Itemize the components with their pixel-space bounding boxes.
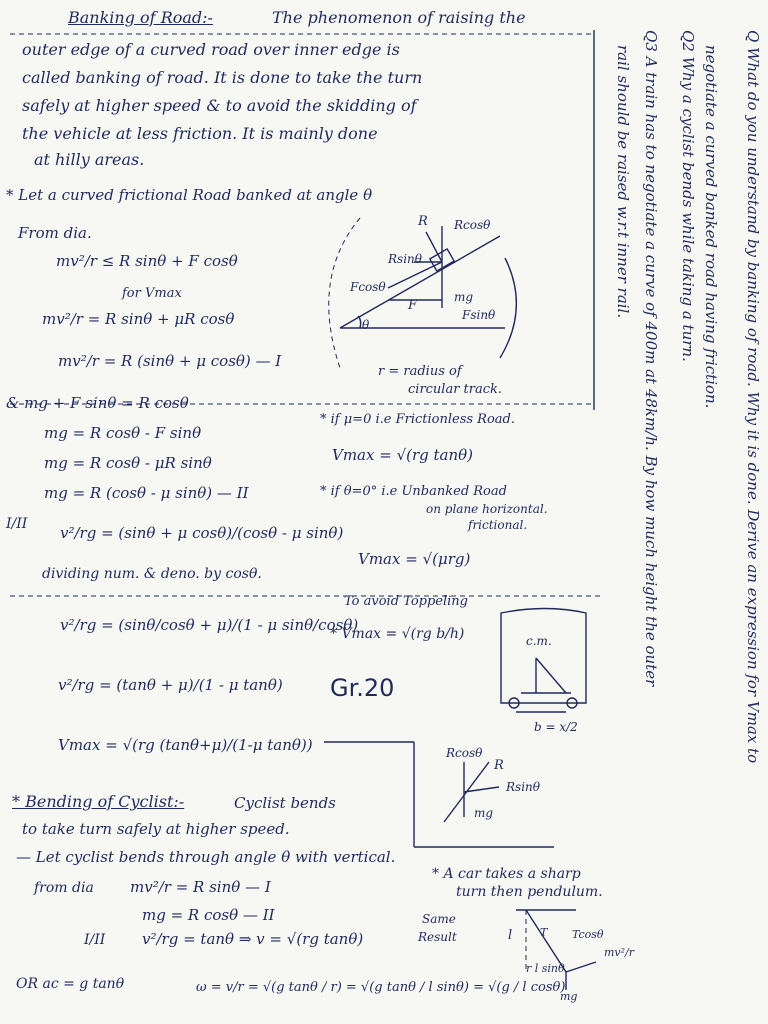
case-1-eq: Vmax = √(rg tanθ)	[332, 446, 474, 464]
cyclist-def-2: to take turn safely at higher speed.	[22, 820, 290, 838]
cyclist-ratio: I/II	[84, 932, 106, 948]
cyclist-eq-1: mv²/r = R sinθ — I	[130, 878, 271, 896]
cyclist-eq-5: ω = v/r = √(g tanθ / r) = √(g tanθ / l sinθ) = √(g / l cosθ)	[196, 980, 566, 995]
d1-Rcos: Rcosθ	[454, 218, 491, 232]
banking-def-3: called banking of road. It is done to take the turn	[22, 68, 423, 87]
eq-10: v²/rg = (tanθ + μ)/(1 - μ tanθ)	[58, 676, 283, 694]
eq-2: mv²/r = R sinθ + μR cosθ	[42, 310, 235, 328]
eq-3: mv²/r = R (sinθ + μ cosθ) — I	[58, 352, 282, 370]
banking-def-1: The phenomenon of raising the	[272, 8, 526, 27]
cyclist-def-1: Cyclist bends	[234, 794, 336, 812]
case-2-eq: Vmax = √(μrg)	[358, 550, 471, 568]
topple-title: To avoid Toppeling	[344, 594, 468, 609]
topple-b-eq: b = x/2	[534, 720, 578, 734]
ratio-label: I/II	[6, 516, 28, 532]
d1-mg: mg	[454, 290, 474, 304]
d1-Rsin: Rsinθ	[388, 252, 422, 266]
car-note-2: turn then pendulum.	[456, 884, 603, 900]
cy-R: R	[494, 758, 504, 773]
cyclist-def-3: — Let cyclist bends through angle θ with vertical.	[16, 848, 396, 866]
banking-diagram	[300, 218, 530, 358]
cy-Rcos: Rcosθ	[446, 746, 483, 760]
eq-8: v²/rg = (sinθ + μ cosθ)/(cosθ - μ sinθ)	[60, 524, 344, 542]
case-2: * if θ=0° i.e Unbanked Road	[320, 484, 507, 499]
topple-cm: c.m.	[526, 634, 552, 648]
topple-eq: * Vmax = √(rg b/h)	[330, 626, 465, 642]
pend-l: l	[508, 928, 513, 943]
d1-theta: θ	[362, 318, 370, 332]
d1-R: R	[418, 214, 428, 229]
d1-Fcos: Fcosθ	[350, 280, 386, 294]
cyclist-eq-2: mg = R cosθ — II	[142, 906, 275, 924]
eq-6: mg = R cosθ - μR sinθ	[44, 454, 212, 472]
dividing-note: dividing num. & deno. by cosθ.	[42, 566, 262, 582]
cyclist-from-dia: from dia	[34, 880, 94, 896]
banking-title: Banking of Road:-	[68, 8, 213, 27]
cy-Rsin: Rsinθ	[506, 780, 540, 794]
banking-def-4: safely at higher speed & to avoid the skidding of	[22, 96, 417, 115]
cyclist-eq-4: OR ac = g tanθ	[16, 976, 125, 992]
question-2: Q2 Why a cyclist bends while taking a turn.	[679, 30, 697, 362]
banking-def-5: the vehicle at less friction. It is mainly done	[22, 124, 378, 143]
question-3: Q3 A train has to negotiate a curve of 400m at 48km/h. By how much height the outer	[642, 30, 660, 687]
case-2b: on plane horizontal.	[426, 502, 548, 516]
pend-T: T	[540, 926, 548, 939]
pend-Tcos: Tcosθ	[572, 928, 604, 941]
topple-diagram	[496, 608, 596, 718]
eq-9: v²/rg = (sinθ/cosθ + μ)/(1 - μ sinθ/cosθ)	[60, 616, 359, 634]
cyclist-eq-3: v²/rg = tanθ ⇒ v = √(rg tanθ)	[142, 930, 364, 948]
question-1: Q What do you understand by banking of road. Why it is done. Derive an expression for Vmax to	[744, 30, 762, 764]
radius-note-2: circular track.	[408, 382, 503, 397]
question-1-cont: negotiate a curved banked road having friction.	[702, 45, 720, 409]
radius-note: r = radius of	[378, 364, 462, 379]
car-note: * A car takes a sharp	[432, 866, 581, 882]
gr-label: Gr.20	[330, 674, 395, 702]
case-1: * if μ=0 i.e Frictionless Road.	[320, 412, 515, 427]
pend-mg: mg	[560, 990, 578, 1003]
eq-4: & mg + F sinθ = R cosθ	[6, 394, 189, 412]
result-label: Result	[418, 930, 457, 944]
banking-def-6: at hilly areas.	[34, 150, 145, 169]
eq-11: Vmax = √(rg (tanθ+μ)/(1-μ tanθ))	[58, 736, 313, 754]
eq-5: mg = R cosθ - F sinθ	[44, 424, 202, 442]
case-2c: frictional.	[468, 518, 528, 532]
eq-1-note: for Vmax	[122, 286, 182, 301]
d1-Fsin: Fsinθ	[462, 308, 496, 322]
cy-mg: mg	[474, 806, 494, 820]
let-statement: * Let a curved frictional Road banked at angle θ	[6, 186, 373, 204]
cyclist-title: * Bending of Cyclist:-	[12, 792, 185, 811]
pend-mv: mv²/r	[604, 946, 635, 959]
d1-F: F	[408, 298, 418, 313]
from-dia: From dia.	[18, 224, 92, 242]
eq-7: mg = R (cosθ - μ sinθ) — II	[44, 484, 249, 502]
same-label: Same	[422, 912, 456, 926]
banking-def-2: outer edge of a curved road over inner edge is	[22, 40, 400, 59]
pend-lsin: r l sinθ	[526, 962, 565, 975]
eq-1: mv²/r ≤ R sinθ + F cosθ	[56, 252, 238, 270]
question-3-cont: rail should be raised w.r.t inner rail.	[614, 45, 632, 319]
